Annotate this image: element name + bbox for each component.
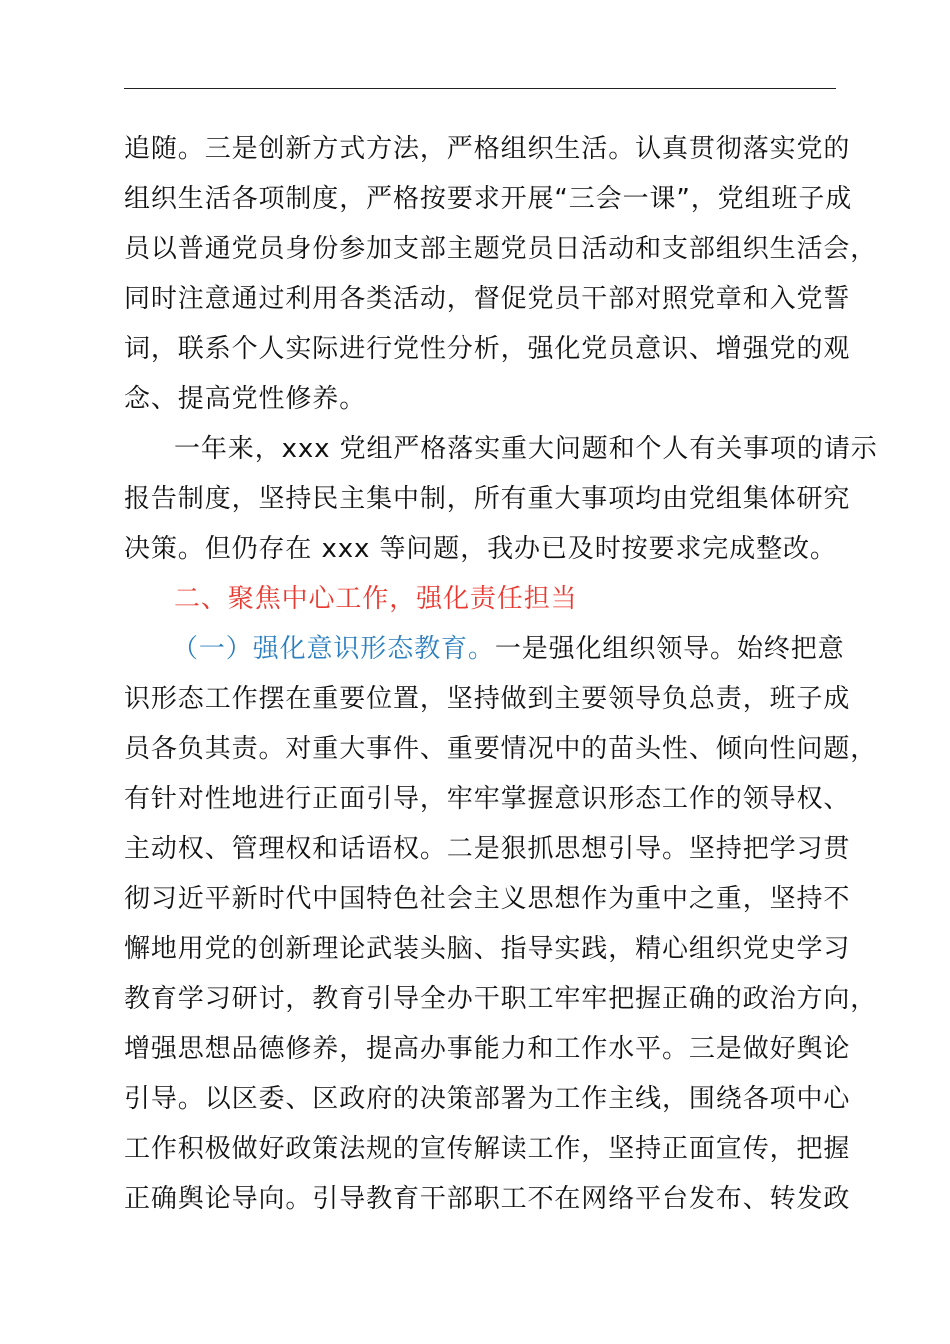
- paragraph-first-line: 一年来，xxx 党组严格落实重大问题和个人有关事项的请示: [174, 434, 878, 464]
- body-line: 识形态工作摆在重要位置，坚持做到主要领导负总责，班子成: [124, 684, 851, 714]
- body-line: 懈地用党的创新理论武装头脑、指导实践，精心组织党史学习: [124, 934, 851, 964]
- section-heading: 二、聚焦中心工作，强化责任担当: [174, 584, 578, 614]
- body-line: 组织生活各项制度，严格按要求开展“三会一课”，党组班子成: [124, 184, 853, 214]
- body-line: 追随。三是创新方式方法，严格组织生活。认真贯彻落实党的: [124, 134, 851, 164]
- body-line: 教育学习研讨，教育引导全办干职工牢牢把握正确的政治方向，: [124, 984, 878, 1014]
- body-line: 有针对性地进行正面引导，牢牢掌握意识形态工作的领导权、: [124, 784, 851, 814]
- subheading-line: [172, 629, 845, 669]
- body-line: 主动权、管理权和话语权。二是狠抓思想引导。坚持把学习贯: [124, 834, 851, 864]
- body-line: 报告制度，坚持民主集中制，所有重大事项均由党组集体研究: [124, 484, 851, 514]
- body-line: 引导。以区委、区政府的决策部署为工作主线，围绕各项中心: [124, 1084, 851, 1114]
- body-line: 决策。但仍存在 xxx 等问题，我办已及时按要求完成整改。: [124, 534, 837, 564]
- body-line: 同时注意通过利用各类活动，督促党员干部对照党章和入党誓: [124, 284, 851, 314]
- body-line: 词，联系个人实际进行党性分析，强化党员意识、增强党的观: [124, 334, 851, 364]
- body-line: 工作积极做好政策法规的宣传解读工作，坚持正面宣传，把握: [124, 1134, 851, 1164]
- body-line: 增强思想品德修养，提高办事能力和工作水平。三是做好舆论: [124, 1034, 851, 1064]
- body-line: 彻习近平新时代中国特色社会主义思想作为重中之重，坚持不: [124, 884, 851, 914]
- body-line: 念、提高党性修养。: [124, 384, 367, 414]
- body-line: 员以普通党员身份参加支部主题党员日活动和支部组织生活会，: [124, 234, 878, 264]
- body-line: 员各负其责。对重大事件、重要情况中的苗头性、倾向性问题，: [124, 734, 878, 764]
- subheading: （一）强化意识形态教育。: [172, 634, 495, 664]
- header-rule: [124, 88, 836, 89]
- body-line: 正确舆论导向。引导教育干部职工不在网络平台发布、转发政: [124, 1184, 851, 1214]
- subheading-rest: 一是强化组织领导。始终把意: [494, 634, 845, 664]
